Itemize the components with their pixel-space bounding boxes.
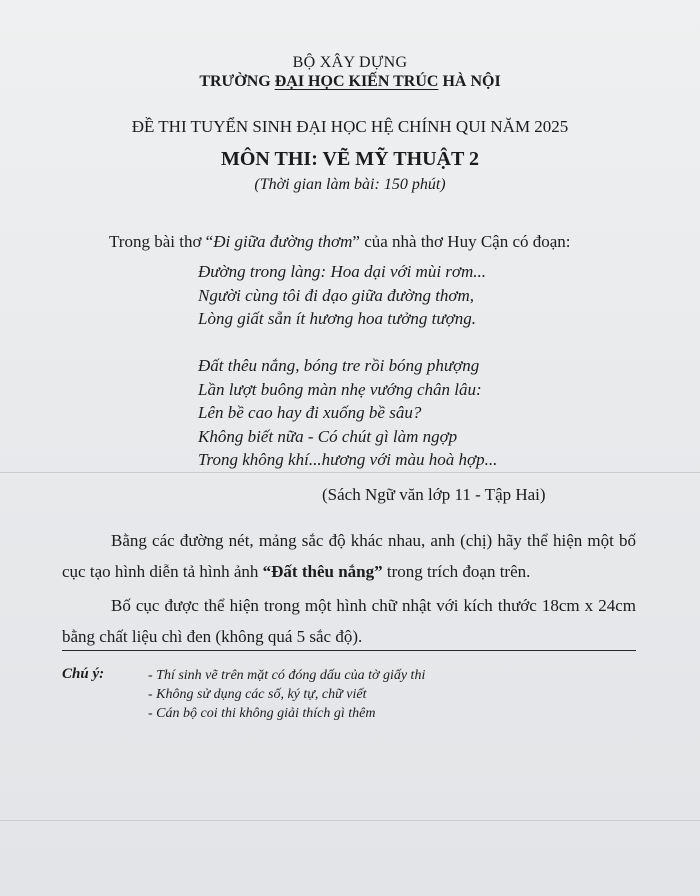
poem-line: Đường trong làng: Hoa dại với mùi rơm... — [198, 262, 487, 281]
poem-line: Người cùng tôi đi dạo giữa đường thơm, — [198, 285, 475, 305]
task-paragraph-2: Bố cục được thể hiện trong một hình chữ nhật với kích thước 18cm x 24cm bằng chất liệu chì đen (không quá 5 sắc độ). — [62, 596, 636, 646]
ministry-name: BỘ XÂY DỰNG — [292, 54, 408, 71]
intro-before: Trong bài thơ “ — [109, 232, 214, 251]
exam-duration: (Thời gian làm bài: 150 phút) — [254, 176, 446, 193]
poem-title: Đi giữa đường thơm — [213, 232, 353, 251]
paper-fold-line — [0, 820, 700, 821]
poem-line: Lòng giất sẵn ít hương hoa tưởng tượng. — [198, 309, 476, 328]
poem-line: Trong không khí...hương với màu hoà hợp... — [198, 450, 498, 469]
poem-stanza-1 — [198, 260, 486, 331]
task-text: trong trích đoạn trên. — [382, 562, 531, 581]
poem-line: Lần lượt buông màn nhẹ vướng chân lâu: — [198, 379, 482, 399]
poem-intro — [109, 232, 571, 252]
poem-line: Đất thêu nắng, bóng tre rồi bóng phượng — [198, 356, 480, 375]
intro-after: ” của nhà thơ Huy Cận có đoạn: — [352, 232, 571, 251]
exam-subject: MÔN THI: VẼ MỸ THUẬT 2 — [221, 148, 479, 170]
exam-title: ĐỀ THI TUYỂN SINH ĐẠI HỌC HỆ CHÍNH QUI NĂM 2025 — [131, 117, 569, 136]
note-item: - Thí sinh vẽ trên mặt có đóng dấu của tờ giấy thi — [148, 668, 426, 683]
paper-fold-line — [0, 472, 700, 473]
university-prefix: TRƯỜNG — [199, 73, 275, 90]
divider-line — [62, 650, 636, 651]
university-suffix: HÀ NỘI — [438, 73, 501, 90]
task-text: Bằng các đường nét, mảng sắc độ khác nhau, anh (chị) hãy thể hiện một bố cục tạo hình diễn tả hình ảnh — [62, 531, 636, 581]
poem-line: Lên bề cao hay đi xuống bề sâu? — [198, 403, 422, 422]
task-highlight: “Đất thêu nắng” — [262, 562, 383, 581]
poem-line: Không biết nữa - Có chút gì làm ngợp — [198, 426, 458, 446]
poem-source: (Sách Ngữ văn lớp 11 - Tập Hai) — [322, 485, 546, 504]
university-name — [0, 73, 700, 91]
note-item: - Không sử dụng các số, ký tự, chữ viết — [148, 687, 367, 702]
note-item: - Cán bộ coi thi không giải thích gì thêm — [148, 706, 376, 721]
task-paragraph-1 — [62, 525, 636, 587]
notes-label: Chú ý: — [62, 666, 105, 682]
poem-stanza-2 — [198, 354, 497, 472]
notes-list — [148, 666, 425, 723]
university-underlined: ĐẠI HỌC KIẾN TRÚC — [274, 73, 439, 90]
